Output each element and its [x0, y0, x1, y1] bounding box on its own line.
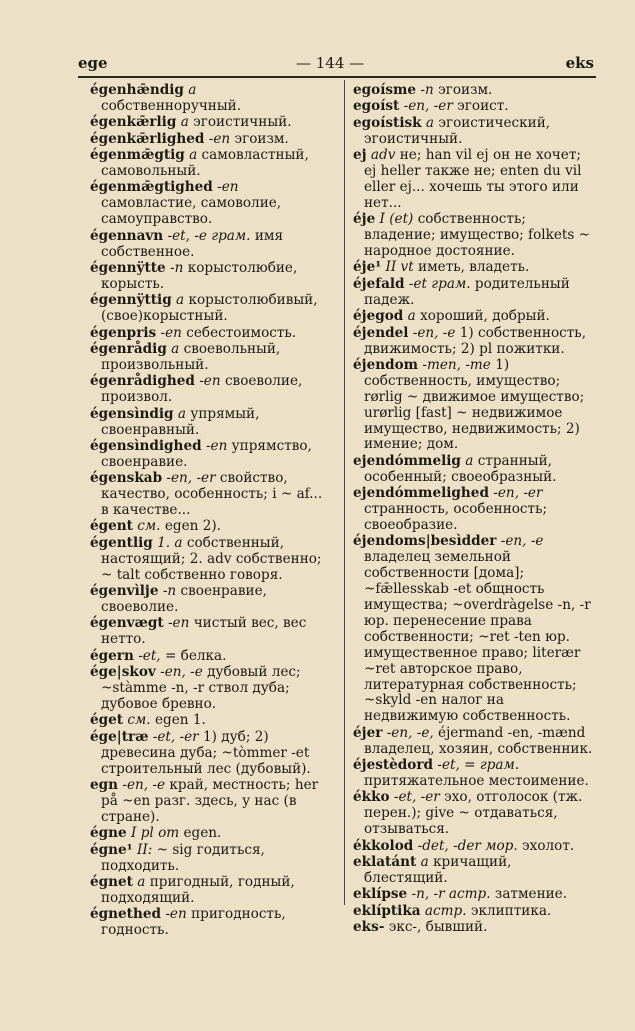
grammar-note: -et, -er [393, 789, 440, 806]
headword: égenmǣgtig [90, 147, 185, 164]
grammar-note: II vt [385, 259, 414, 276]
definition: egen 1. [154, 712, 206, 729]
headword: égenvægt [90, 615, 164, 632]
headword: eks- [353, 919, 385, 936]
headword: ej [353, 147, 367, 164]
dictionary-entry [353, 277, 597, 309]
dictionary-entry [90, 616, 334, 648]
grammar-note: астр. [424, 902, 467, 919]
grammar-note: -et, -er [152, 728, 199, 745]
definition: иметь, владеть. [418, 259, 530, 276]
dictionary-entry [353, 904, 597, 920]
headword: ége|træ [90, 728, 149, 745]
grammar-note: см. [127, 712, 151, 729]
grammar-note: -en, -er [493, 485, 543, 502]
definition: упрямый, своенравный. [101, 405, 260, 438]
dictionary-entry [353, 839, 597, 855]
dictionary-entry [90, 471, 334, 519]
header-right-guideword: eks [565, 54, 594, 72]
grammar-note: -en [205, 437, 228, 454]
dictionary-entry [90, 519, 334, 535]
headword: égenhǣndig [90, 82, 184, 98]
grammar-note: a [425, 114, 434, 131]
left-column [90, 83, 334, 940]
grammar-note: -n [162, 583, 177, 600]
definition: себестоимость. [186, 324, 297, 341]
definition: край, местность; her på ~en разг. здесь, у нас (в стране). [101, 776, 319, 825]
headword: éjendom [353, 356, 419, 373]
dictionary-entry [353, 486, 597, 534]
dictionary-entry [353, 454, 597, 486]
definition: éjermand -en, -mænd владелец, хозяин, собственник. [364, 724, 593, 757]
dictionary-entry [90, 180, 334, 228]
grammar-note: a [407, 308, 416, 325]
definition: хороший, добрый. [420, 308, 550, 325]
definition: эгоистический, эгоистичный. [364, 114, 551, 147]
grammar-note: -et, = грам. [437, 757, 520, 774]
headword: égenrådig [90, 341, 167, 357]
headword: égensìndighed [90, 437, 202, 454]
headword: eklatánt [353, 854, 417, 870]
headword: egoístisk [353, 114, 422, 131]
grammar-note: a [180, 114, 189, 131]
definition: собственноручный. [101, 97, 242, 114]
dictionary-entry [90, 843, 334, 875]
definition: эгоизм. [438, 82, 493, 98]
headword: éjer [353, 724, 383, 741]
definition: чистый вес, вес нетто. [101, 615, 307, 648]
grammar-note: a [137, 873, 146, 890]
dictionary-entry [353, 920, 597, 936]
headword: ejendómmelighed [353, 485, 489, 502]
definition: не; han vil ej он не хочет; ej heller также не; enten du vil eller ej... хочешь ты этого или нет... [364, 147, 582, 211]
dictionary-entry [90, 148, 334, 180]
definition: своенравие, своеволие. [101, 583, 267, 615]
dictionary-entry [90, 374, 334, 406]
grammar-note: -et грам. [408, 275, 471, 292]
definition: собственность; владение; имущество; folkets ~ народное достояние. [364, 211, 591, 260]
headword: eklípse [353, 886, 408, 903]
definition: ~ sig годиться, подходить. [101, 841, 265, 874]
dictionary-entry [90, 730, 334, 778]
dictionary-entry [353, 887, 597, 903]
definition: пригодный, годный, подходящий. [101, 873, 295, 906]
definition: странность, особенность; своеобразие. [364, 501, 548, 533]
grammar-note: -en, -e [160, 664, 203, 681]
definition: эгоизм. [234, 130, 289, 147]
dictionary-entry [90, 115, 334, 131]
headword: éget [90, 712, 124, 729]
grammar-note: adv [370, 147, 396, 164]
dictionary-entry [353, 358, 597, 453]
grammar-note: -en [165, 906, 187, 923]
definition: дубовый лес; ~stàmme -n, -r ствол дуба; дубовое бревно. [101, 664, 301, 712]
definition: корыстолюбие, корысть. [101, 259, 298, 292]
dictionary-entry [353, 99, 597, 115]
headword: égenkǣrlighed [90, 130, 205, 147]
definition: упрямство, своенравие. [101, 437, 312, 470]
headword: égenvìlje [90, 583, 159, 600]
dictionary-entry [90, 826, 334, 842]
dictionary-entry [90, 713, 334, 729]
dictionary-entry [353, 758, 597, 790]
headword: égentlig [90, 534, 153, 551]
headword: égnethed [90, 906, 162, 923]
header-rule [78, 76, 596, 78]
headword: égenmǣgtighed [90, 179, 213, 196]
grammar-note: -et, -e грам. [167, 227, 251, 244]
headword: éje [353, 211, 376, 228]
dictionary-entry [90, 229, 334, 261]
dictionary-entry [353, 855, 597, 887]
grammar-note: a [420, 854, 429, 870]
grammar-note: -en, -e [500, 533, 544, 550]
definition: своевольный, произвольный. [101, 341, 281, 373]
headword: égenskab [90, 470, 163, 487]
dictionary-entry [353, 309, 597, 325]
dictionary-entry [90, 778, 334, 826]
definition: 1) собственность, имущество; rørlig ~ движимое имущество; urørlig [fast] ~ недвижимое имущество, недвижимость; 2) имение; дом. [364, 356, 585, 453]
dictionary-entry [353, 534, 597, 725]
dictionary-entry [90, 407, 334, 439]
definition: 1) собственность, движимость; 2) pl пожитки. [364, 324, 587, 357]
headword: égne¹ [90, 841, 133, 858]
definition: корыстолюбивый, (свое)корыстный. [101, 292, 318, 325]
dictionary-entry [90, 293, 334, 325]
definition: эклиптика. [470, 902, 552, 919]
definition: странный, особенный; своеобразный. [364, 452, 557, 485]
definition: эхолот. [522, 837, 575, 854]
headword: égennÿttig [90, 292, 172, 309]
headword: égern [90, 647, 134, 664]
headword: égennavn [90, 227, 164, 244]
grammar-note: -n [420, 82, 434, 98]
grammar-note: II: [136, 841, 153, 858]
grammar-note: -men, -me [422, 356, 491, 373]
dictionary-entry [90, 342, 334, 374]
definition: кричащий, блестящий. [364, 854, 512, 886]
definition: притяжательное местоимение. [364, 772, 589, 789]
headword: égenrådighed [90, 373, 195, 390]
dictionary-entry [90, 665, 334, 713]
headword: égnet [90, 873, 133, 890]
dictionary-entry [353, 726, 597, 758]
grammar-note: -n, -r астр. [411, 886, 491, 903]
dictionary-entry [90, 907, 334, 939]
dictionary-entry [90, 132, 334, 148]
headword: égennÿtte [90, 259, 166, 276]
dictionary-entry [353, 260, 597, 276]
headword: éjendel [353, 324, 409, 341]
headword: egoíst [353, 98, 400, 115]
grammar-note: a [177, 405, 186, 422]
definition: самовластие, самоволие, самоуправство. [101, 195, 282, 228]
grammar-note: 1. a [157, 534, 183, 551]
definition: собственный, настоящий; 2. adv собственно; ~ talt собственно говоря. [101, 534, 322, 583]
definition: egen 2). [164, 518, 221, 535]
dictionary-entry [90, 261, 334, 293]
headword: éjestèdord [353, 757, 434, 774]
dictionary-entry [353, 148, 597, 212]
dictionary-entry [90, 649, 334, 665]
grammar-note: -en, -er [166, 470, 216, 487]
grammar-note: a [171, 341, 180, 357]
header-left-guideword: ege [78, 54, 108, 72]
grammar-note: -n [170, 259, 184, 276]
grammar-note: -en, -e [412, 324, 456, 341]
column-divider [344, 80, 345, 905]
definition: экс-, бывший. [388, 919, 488, 936]
page-header [78, 54, 594, 74]
right-column [353, 83, 597, 937]
definition: своеволие, произвол. [101, 373, 303, 406]
grammar-note: a [188, 82, 197, 98]
headword: égenkǣrlig [90, 114, 177, 131]
headword: égent [90, 518, 133, 535]
grammar-note: a [189, 147, 198, 164]
grammar-note: -en, -e [122, 776, 166, 793]
headword: égne [90, 825, 127, 842]
definition: родительный падеж. [364, 275, 570, 308]
dictionary-entry [353, 212, 597, 260]
grammar-note: -det, -der мор. [417, 837, 518, 854]
headword: ége|skov [90, 664, 156, 681]
headword: ékkolod [353, 837, 414, 854]
dictionary-entry [353, 326, 597, 358]
headword: egn [90, 776, 119, 793]
headword: égenpris [90, 324, 157, 341]
dictionary-entry [353, 116, 597, 148]
grammar-note: см. [137, 518, 161, 535]
dictionary-entry [90, 584, 334, 616]
grammar-note: a [176, 292, 185, 309]
dictionary-entry [90, 875, 334, 907]
definition: = белка. [164, 647, 227, 664]
dictionary-entry [353, 83, 597, 99]
grammar-note: I pl om [131, 825, 180, 842]
grammar-note: I (et) [379, 211, 414, 228]
page-number: — 144 — [296, 54, 365, 72]
headword: éje¹ [353, 259, 382, 276]
dictionary-entry [90, 83, 334, 115]
grammar-note: -en, -er [403, 98, 453, 115]
definition: пригодность, годность. [101, 906, 286, 939]
headword: égensìndig [90, 405, 174, 422]
headword: éjegod [353, 308, 404, 325]
definition: egen. [183, 825, 222, 842]
grammar-note: -en [167, 615, 190, 632]
definition: эгоистичный. [193, 114, 292, 131]
definition: эгоист. [457, 98, 509, 115]
definition: свойство, качество, особенность; i ~ af... в качестве... [101, 470, 323, 519]
headword: éjefald [353, 275, 405, 292]
definition: 1) дуб; 2) древесина дуба; ~tòmmer -et строительный лес (дубовый). [101, 728, 311, 777]
grammar-note: -en [199, 373, 221, 390]
grammar-note: -en [217, 179, 239, 196]
grammar-note: -en [160, 324, 182, 341]
definition: самовластный, самовольный. [101, 147, 309, 180]
dictionary-entry [90, 536, 334, 584]
headword: ékko [353, 789, 390, 806]
definition: затмение. [494, 886, 568, 903]
headword: eklíptika [353, 902, 421, 919]
grammar-note: -en [208, 130, 231, 147]
grammar-note: -en, -e, [386, 724, 434, 741]
dictionary-entry [90, 439, 334, 471]
grammar-note: a [465, 452, 474, 469]
headword: ejendómmelig [353, 452, 461, 469]
headword: egoísme [353, 82, 417, 98]
dictionary-entry [90, 326, 334, 342]
dictionary-entry [353, 790, 597, 838]
definition: владелец земельной собственности [дома]; ~fǣllesskab -et общность имущества; ~overdràgelse -n, -r юр. перенесение права собственности; ~ret -ten юр. имущественное право; literær ~ret авторское право, литературная собственность; ~skyld -en налог на недвижимую собственность. [364, 549, 591, 725]
grammar-note: -et, [138, 647, 161, 664]
headword: éjendoms|besìdder [353, 533, 497, 550]
definition: имя собственное. [101, 227, 284, 260]
definition: эхо, отголосок (тж. перен.); give ~ отдаваться, отзываться. [364, 789, 583, 838]
